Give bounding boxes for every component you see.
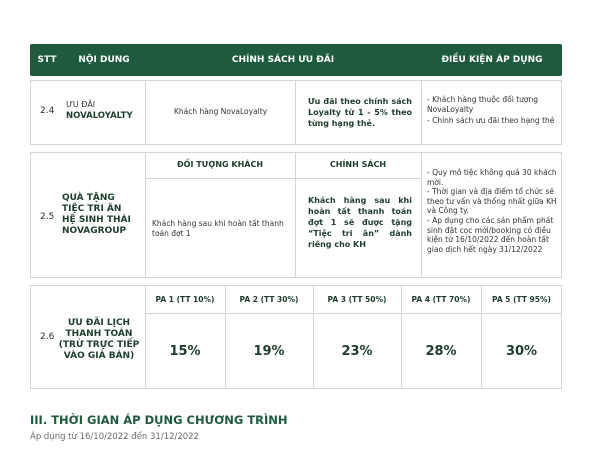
section-date: Áp dụng từ 16/10/2022 đến 31/12/2022 [30,432,199,442]
row-2-4-policy: Ưu đãi theo chính sách Loyalty từ 1 - 5% theo từng hạng thẻ. [308,97,412,128]
row-2-4-stt: 2.4 [40,106,55,116]
plan-label: PA 2 (TT 30%) [239,295,299,304]
subheader-object: ĐỐI TƯỢNG KHÁCH [176,160,264,169]
plan-label: PA 1 (TT 10%) [155,295,215,304]
row-2-5-name: QUÀ TẶNG TIỆC TRI ÂN HỆ SINH THÁI NOVAGROUP [62,193,131,236]
row-2-6-stt: 2.6 [40,332,55,342]
plan-value: 23% [341,344,373,359]
header-stt: STT [37,55,57,65]
row-2-4-cond-2: - Chính sách ưu đãi theo hạng thẻ [427,116,555,125]
row-2-5-cond-3: - Áp dụng cho các sản phẩm phát sinh đặt cọc mới/booking có điều kiện từ 16/10/2022 đến hoàn tất giao dịch hết ngày 31/12/2022 [427,216,554,254]
row-2-4-name-2: NOVALOYALTY [66,111,133,121]
plan-value: 15% [169,344,201,359]
row-2-5-object: Khách hàng sau khi hoàn tất thanh toán đợt 1 [152,219,284,238]
subheader-policy: CHÍNH SÁCH [329,160,387,169]
plan-value: 19% [253,344,285,359]
plan-value: 30% [505,344,538,359]
row-2-4-object: Khách hàng NovaLoyalty [174,107,268,116]
header-noi-dung: NỘI DUNG [78,55,130,65]
row-2-5-cond-2: - Thời gian và địa điểm tổ chức sẽ theo tư vấn và thống nhất giữa KH và Công ty. [427,187,557,215]
plan-value: 28% [425,344,457,359]
plan-label: PA 5 (TT 95%) [492,295,551,304]
section-title: III. THỜI GIAN ÁP DỤNG CHƯƠNG TRÌNH [30,413,288,427]
header-dieu-kien: ĐIỀU KIỆN ÁP DỤNG [441,55,543,65]
row-2-5-policy: Khách hàng sau khi hoàn tất thanh toán đợt 1 sẽ được tặng “Tiệc tri ân” dành riêng cho KH [308,196,412,249]
row-2-4-cond-1: - Khách hàng thuộc đối tượng NovaLoyalty [427,95,539,114]
header-chinh-sach: CHÍNH SÁCH ƯU ĐÃI [231,55,335,65]
plan-label: PA 3 (TT 50%) [327,295,387,304]
row-2-6-name: ƯU ĐÃI LỊCH THANH TOÁN (TRỪ TRỰC TIẾP VÀO GIÁ BÁN) [58,318,140,361]
plan-label: PA 4 (TT 70%) [411,295,471,304]
table-header [30,44,562,76]
row-2-5-cond-1: - Quy mô tiệc không quá 30 khách mời. [427,168,557,187]
row-2-4-name-1: ƯU ĐÃI [66,100,96,109]
row-2-5-stt: 2.5 [40,212,55,222]
